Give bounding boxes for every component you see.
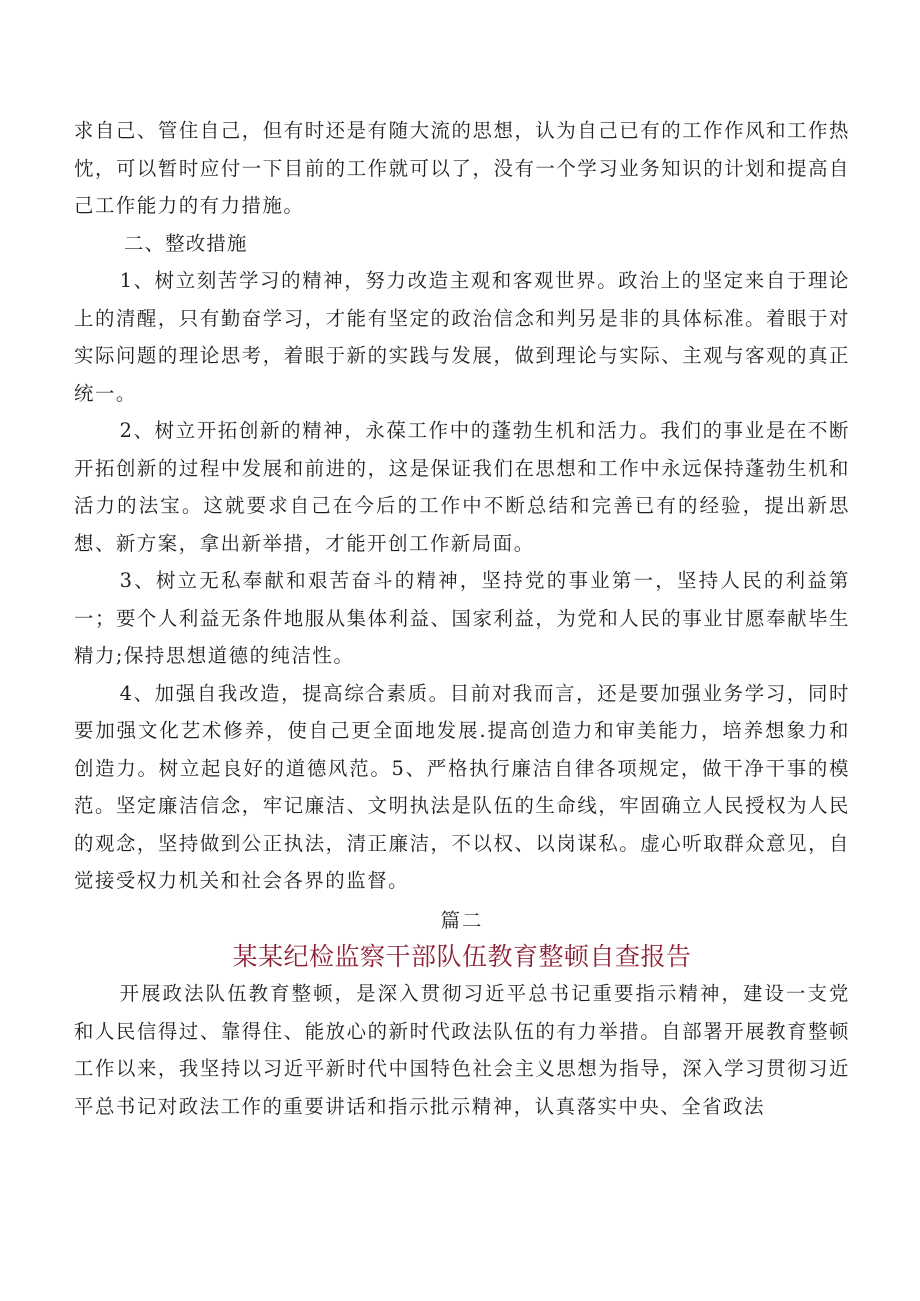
measure-paragraph-3: 3、树立无私奉献和艰苦奋斗的精神，坚持党的事业第一，坚持人民的利益第一；要个人利益无条件地服从集体利益、国家利益，为党和人民的事业甘愿奉献毕生精力;保持思想道德的纯洁性。 [74,569,850,667]
part-label: 篇二 [440,908,484,932]
measure-paragraph-1: 1、树立刻苦学习的精神，努力改造主观和客观世界。政治上的坚定来自于理论上的清醒，只有勤奋学习，才能有坚定的政治信念和判另是非的具体标准。着眼于对实际问题的理论思考，着眼于新的实践与发展，做到理论与实际、主观与客观的真正统一。 [74,269,850,405]
document-page [74,112,850,1125]
measure-paragraph-4: 4、加强自我改造，提高综合素质。目前对我而言，还是要加强业务学习，同时要加强文化艺术修养，使自己更全面地发展.提高创造力和审美能力，培养想象力和创造力。树立起良好的道德风范。5、严格执行廉洁自律各项规定，做干净干事的模范。坚定廉洁信念，牢记廉洁、文明执法是队伍的生命线，牢固确立人民授权为人民的观念，坚持做到公正执法，清正廉洁，不以权、以岗谋私。虚心听取群众意见，自觉接受权力机关和社会各界的监督。 [74,681,850,892]
section-heading: 二、整改措施 [124,231,248,255]
report-title: 某某纪检监察干部队伍教育整顿自查报告 [232,942,692,971]
report-intro-paragraph: 开展政法队伍教育整顿，是深入贯彻习近平总书记重要指示精神，建设一支党和人民信得过、靠得住、能放心的新时代政法队伍的有力举措。自部署开展教育整顿工作以来，我坚持以习近平新时代中国特色社会主义思想为指导，深入学习贯彻习近平总书记对政法工作的重要讲话和指示批示精神，认真落实中央、全省政法 [74,982,850,1118]
measure-paragraph-2: 2、树立开拓创新的精神，永葆工作中的蓬勃生机和活力。我们的事业是在不断开拓创新的过程中发展和前进的，这是保证我们在思想和工作中永远保持蓬勃生机和活力的法宝。这就要求自己在今后的工作中不断总结和完善已有的经验，提出新思想、新方案，拿出新举措，才能开创工作新局面。 [74,419,850,555]
opening-paragraph: 求自己、管住自己，但有时还是有随大流的思想，认为自己已有的工作作风和工作热忱，可以暂时应付一下目前的工作就可以了，没有一个学习业务知识的计划和提高自己工作能力的有力措施。 [74,119,850,217]
